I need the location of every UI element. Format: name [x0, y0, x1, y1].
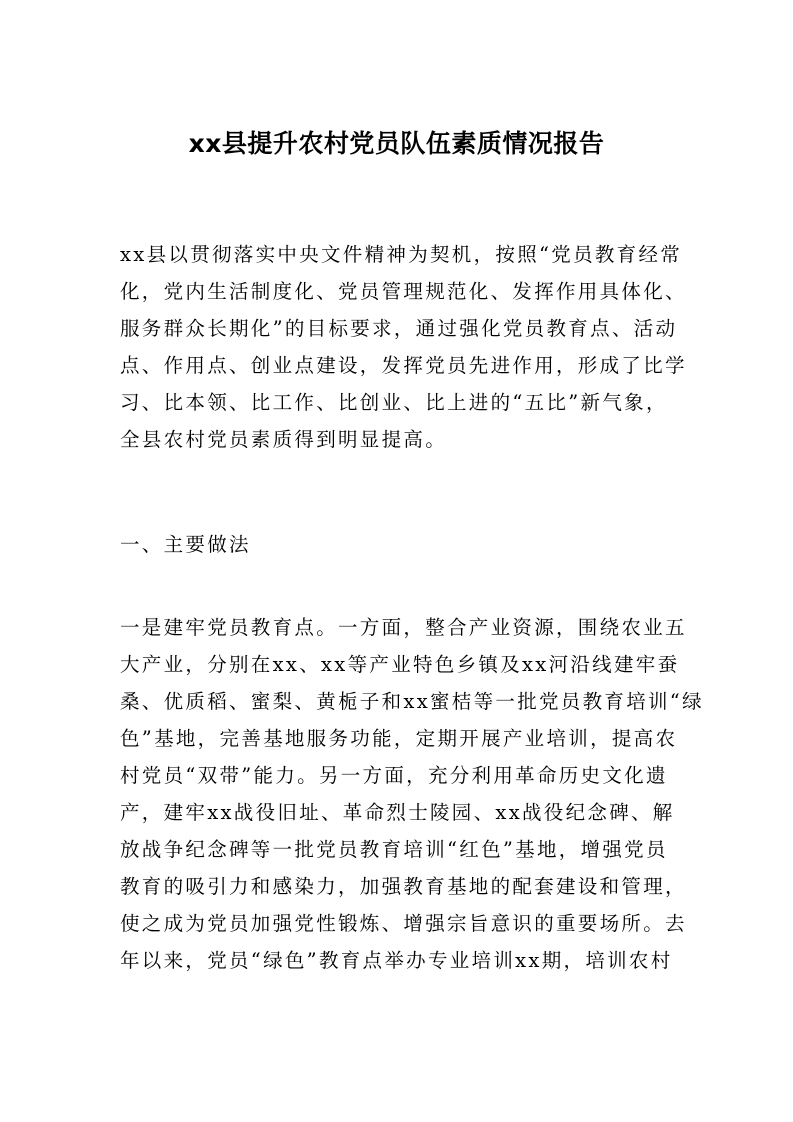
- paragraph-line: 一是建牢党员教育点。一方面，整合产业资源，围绕农业五: [120, 616, 687, 639]
- paragraph-line: 教育的吸引力和感染力，加强教育基地的配套建设和管理，: [120, 875, 687, 898]
- paragraph-1: [120, 609, 704, 979]
- paragraph-line: 使之成为党员加强党性锻炼、增强宗旨意识的重要场所。去: [120, 912, 687, 935]
- intro-paragraph: [120, 236, 687, 458]
- paragraph-line: 放战争纪念碑等一批党员教育培训“红色”基地，增强党员: [120, 838, 668, 861]
- intro-line: 全县农村党员素质得到明显提高。: [120, 428, 448, 451]
- document-title: xx县提升农村党员队伍素质情况报告: [188, 129, 605, 158]
- intro-line: xx县以贯彻落实中央文件精神为契机，按照“党员教育经常: [120, 243, 683, 266]
- intro-line: 化，党内生活制度化、党员管理规范化、发挥作用具体化、: [120, 280, 687, 303]
- intro-line: 点、作用点、创业点建设，发挥党员先进作用，形成了比学: [120, 354, 687, 377]
- paragraph-line: 桑、优质稻、蜜梨、黄栀子和xx蜜桔等一批党员教育培训“绿: [120, 690, 704, 713]
- paragraph-line: 色”基地，完善基地服务功能，定期开展产业培训，提高农: [120, 727, 678, 750]
- section-heading: [120, 526, 680, 563]
- paragraph-line: 村党员“双带”能力。另一方面，充分利用革命历史文化遗: [120, 764, 668, 787]
- intro-line: 服务群众长期化”的目标要求，通过强化党员教育点、活动: [120, 317, 678, 340]
- paragraph-line: 年以来，党员“绿色”教育点举办专业培训xx期，培训农村: [120, 949, 673, 972]
- paragraph-line: 大产业，分别在xx、xx等产业特色乡镇及xx河沿线建牢蚕: [120, 653, 680, 676]
- paragraph-line: 产，建牢xx战役旧址、革命烈士陵园、xx战役纪念碑、解: [120, 801, 675, 824]
- intro-line: 习、比本领、比工作、比创业、比上进的“五比”新气象，: [120, 391, 668, 414]
- section-heading-text: 一、主要做法: [120, 533, 251, 556]
